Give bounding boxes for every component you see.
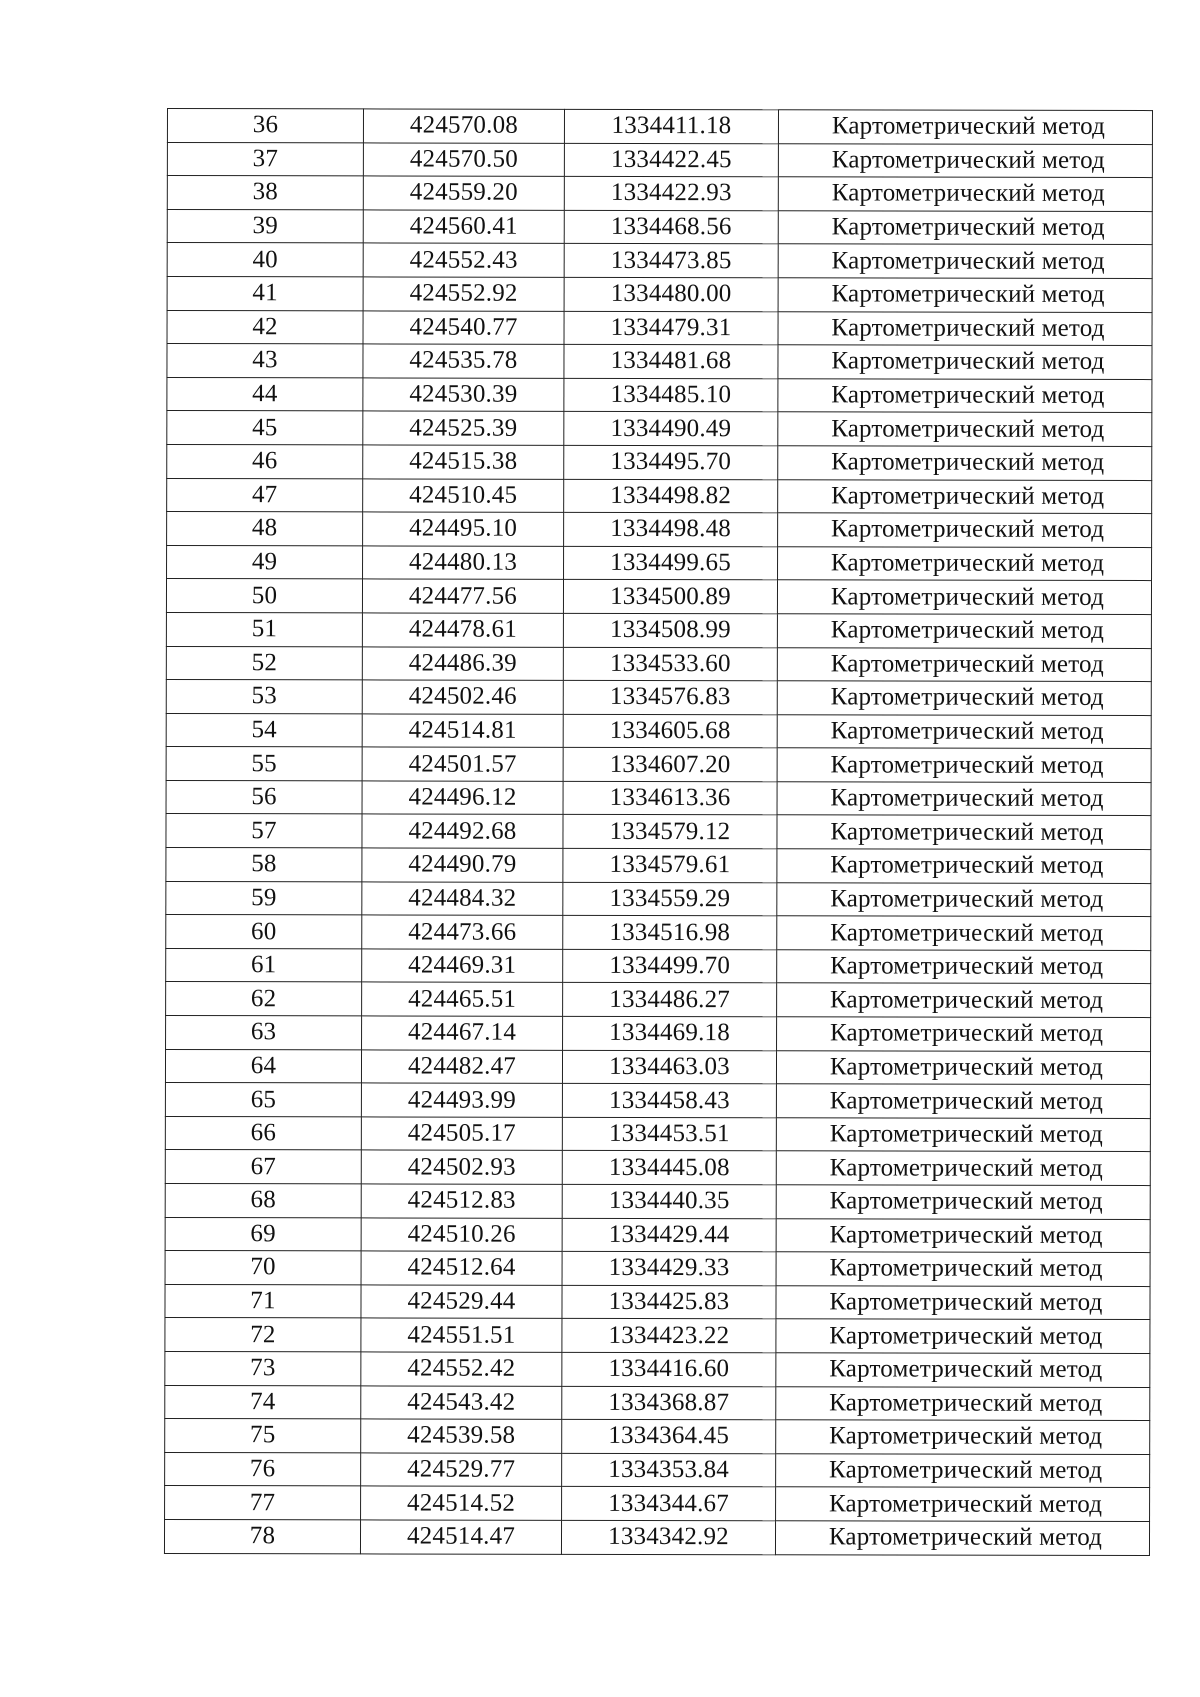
table-row (165, 1486, 1150, 1522)
point-number-cell: 47 (167, 478, 363, 512)
table-row (167, 243, 1152, 279)
x-coordinate-cell: 424490.79 (362, 848, 563, 882)
x-coordinate-cell: 424512.64 (361, 1251, 562, 1285)
y-coordinate-cell: 1334559.29 (563, 882, 777, 916)
x-coordinate-cell: 424535.78 (363, 344, 564, 378)
method-cell: Картометрический метод (776, 1050, 1150, 1084)
x-coordinate-cell: 424495.10 (363, 512, 564, 546)
method-cell: Картометрический метод (777, 950, 1151, 984)
point-number-cell: 71 (165, 1284, 361, 1318)
x-coordinate-cell: 424510.26 (361, 1218, 562, 1252)
point-number-cell: 37 (167, 142, 363, 176)
table-row (164, 1519, 1149, 1555)
method-cell: Картометрический метод (776, 1252, 1150, 1286)
method-cell: Картометрический метод (777, 882, 1151, 916)
method-cell: Картометрический метод (778, 345, 1152, 379)
y-coordinate-cell: 1334495.70 (564, 445, 778, 479)
table-row (166, 713, 1151, 749)
x-coordinate-cell: 424482.47 (361, 1050, 562, 1084)
method-cell: Картометрический метод (778, 513, 1152, 547)
y-coordinate-cell: 1334473.85 (564, 244, 778, 278)
x-coordinate-cell: 424552.92 (363, 277, 564, 311)
method-cell: Картометрический метод (776, 1084, 1150, 1118)
point-number-cell: 42 (167, 310, 363, 344)
y-coordinate-cell: 1334500.89 (563, 580, 777, 614)
y-coordinate-cell: 1334368.87 (562, 1386, 776, 1420)
x-coordinate-cell: 424552.42 (361, 1352, 562, 1386)
x-coordinate-cell: 424480.13 (363, 546, 564, 580)
y-coordinate-cell: 1334458.43 (562, 1084, 776, 1118)
point-number-cell: 57 (166, 814, 362, 848)
method-cell: Картометрический метод (777, 614, 1151, 648)
y-coordinate-cell: 1334364.45 (562, 1419, 776, 1453)
point-number-cell: 49 (167, 545, 363, 579)
point-number-cell: 61 (166, 948, 362, 982)
table-row (167, 478, 1152, 514)
point-number-cell: 41 (167, 276, 363, 310)
method-cell: Картометрический метод (777, 815, 1151, 849)
table-row (167, 377, 1152, 413)
method-cell: Картометрический метод (777, 647, 1151, 681)
method-cell: Картометрический метод (776, 1420, 1150, 1454)
method-cell: Картометрический метод (777, 849, 1151, 883)
y-coordinate-cell: 1334344.67 (562, 1487, 776, 1521)
x-coordinate-cell: 424465.51 (362, 982, 563, 1016)
y-coordinate-cell: 1334469.18 (563, 1016, 777, 1050)
method-cell: Картометрический метод (777, 916, 1151, 950)
x-coordinate-cell: 424543.42 (361, 1385, 562, 1419)
point-number-cell: 54 (166, 713, 362, 747)
y-coordinate-cell: 1334422.45 (564, 143, 778, 177)
table-row (166, 747, 1151, 783)
point-number-cell: 38 (167, 176, 363, 210)
table-row (166, 848, 1151, 884)
point-number-cell: 64 (165, 1049, 361, 1083)
table-row (165, 1385, 1150, 1421)
method-cell: Картометрический метод (777, 714, 1151, 748)
point-number-cell: 51 (166, 612, 362, 646)
method-cell: Картометрический метод (778, 446, 1152, 480)
method-cell: Картометрический метод (776, 1185, 1150, 1219)
y-coordinate-cell: 1334440.35 (562, 1184, 776, 1218)
x-coordinate-cell: 424540.77 (363, 310, 564, 344)
y-coordinate-cell: 1334445.08 (562, 1151, 776, 1185)
y-coordinate-cell: 1334498.82 (564, 479, 778, 513)
x-coordinate-cell: 424502.93 (361, 1150, 562, 1184)
table-row (165, 1251, 1150, 1287)
point-number-cell: 56 (166, 780, 362, 814)
method-cell: Картометрический метод (777, 748, 1151, 782)
x-coordinate-cell: 424496.12 (362, 781, 563, 815)
y-coordinate-cell: 1334479.31 (564, 311, 778, 345)
table-row (167, 276, 1152, 312)
x-coordinate-cell: 424525.39 (363, 411, 564, 445)
x-coordinate-cell: 424486.39 (362, 646, 563, 680)
method-cell: Картометрический метод (776, 1454, 1150, 1488)
point-number-cell: 75 (165, 1419, 361, 1453)
y-coordinate-cell: 1334463.03 (562, 1050, 776, 1084)
table-row (166, 612, 1151, 648)
method-cell: Картометрический метод (777, 983, 1151, 1017)
x-coordinate-cell: 424529.77 (361, 1453, 562, 1487)
y-coordinate-cell: 1334498.48 (564, 512, 778, 546)
point-number-cell: 52 (166, 646, 362, 680)
point-number-cell: 60 (166, 915, 362, 949)
table-row (165, 1116, 1150, 1152)
y-coordinate-cell: 1334490.49 (564, 412, 778, 446)
x-coordinate-cell: 424477.56 (362, 579, 563, 613)
method-cell: Картометрический метод (777, 580, 1151, 614)
x-coordinate-cell: 424467.14 (362, 1016, 563, 1050)
method-cell: Картометрический метод (775, 1521, 1149, 1555)
x-coordinate-cell: 424478.61 (362, 613, 563, 647)
method-cell: Картометрический метод (778, 110, 1152, 144)
point-number-cell: 45 (167, 411, 363, 445)
table-row (165, 1183, 1150, 1219)
x-coordinate-cell: 424484.32 (362, 882, 563, 916)
table-row (165, 1351, 1150, 1387)
point-number-cell: 59 (166, 881, 362, 915)
y-coordinate-cell: 1334422.93 (564, 177, 778, 211)
method-cell: Картометрический метод (778, 278, 1152, 312)
table-row (167, 545, 1152, 581)
table-row (167, 176, 1152, 212)
x-coordinate-cell: 424510.45 (363, 478, 564, 512)
point-number-cell: 69 (165, 1217, 361, 1251)
x-coordinate-cell: 424514.81 (362, 714, 563, 748)
table-row (165, 1318, 1150, 1354)
point-number-cell: 76 (165, 1452, 361, 1486)
point-number-cell: 58 (166, 848, 362, 882)
x-coordinate-cell: 424505.17 (361, 1117, 562, 1151)
method-cell: Картометрический метод (778, 479, 1152, 513)
method-cell: Картометрический метод (776, 1319, 1150, 1353)
table-row (165, 1217, 1150, 1253)
x-coordinate-cell: 424560.41 (363, 210, 564, 244)
y-coordinate-cell: 1334516.98 (563, 916, 777, 950)
point-number-cell: 43 (167, 344, 363, 378)
table-row (167, 310, 1152, 346)
y-coordinate-cell: 1334453.51 (562, 1117, 776, 1151)
table-row (167, 444, 1152, 480)
point-number-cell: 70 (165, 1251, 361, 1285)
method-cell: Картометрический метод (776, 1218, 1150, 1252)
x-coordinate-cell: 424501.57 (362, 747, 563, 781)
table-row (167, 411, 1152, 447)
table-row (165, 1284, 1150, 1320)
table-row (167, 109, 1152, 145)
point-number-cell: 53 (166, 680, 362, 714)
table-row (166, 982, 1151, 1018)
point-number-cell: 40 (167, 243, 363, 277)
table-row (166, 814, 1151, 850)
method-cell: Картометрический метод (778, 211, 1152, 245)
method-cell: Картометрический метод (776, 1286, 1150, 1320)
y-coordinate-cell: 1334613.36 (563, 781, 777, 815)
table-row (166, 780, 1151, 816)
table-row (166, 1016, 1151, 1052)
x-coordinate-cell: 424551.51 (361, 1318, 562, 1352)
point-number-cell: 68 (165, 1183, 361, 1217)
point-number-cell: 48 (167, 512, 363, 546)
method-cell: Картометрический метод (778, 412, 1152, 446)
x-coordinate-cell: 424493.99 (361, 1083, 562, 1117)
table-row (166, 948, 1151, 984)
table-row (165, 1150, 1150, 1186)
table-row (166, 881, 1151, 917)
table-row (165, 1452, 1150, 1488)
x-coordinate-cell: 424514.47 (360, 1520, 561, 1554)
y-coordinate-cell: 1334342.92 (561, 1520, 775, 1554)
x-coordinate-cell: 424492.68 (362, 814, 563, 848)
x-coordinate-cell: 424529.44 (361, 1285, 562, 1319)
x-coordinate-cell: 424539.58 (361, 1419, 562, 1453)
point-number-cell: 72 (165, 1318, 361, 1352)
y-coordinate-cell: 1334429.33 (562, 1252, 776, 1286)
y-coordinate-cell: 1334499.70 (563, 949, 777, 983)
y-coordinate-cell: 1334423.22 (562, 1319, 776, 1353)
point-number-cell: 63 (166, 1016, 362, 1050)
x-coordinate-cell: 424570.08 (363, 109, 564, 143)
coordinates-table (164, 108, 1153, 1556)
point-number-cell: 74 (165, 1385, 361, 1419)
y-coordinate-cell: 1334429.44 (562, 1218, 776, 1252)
point-number-cell: 39 (167, 209, 363, 243)
method-cell: Картометрический метод (778, 244, 1152, 278)
y-coordinate-cell: 1334576.83 (563, 680, 777, 714)
y-coordinate-cell: 1334468.56 (564, 210, 778, 244)
table-row (165, 1083, 1150, 1119)
x-coordinate-cell: 424469.31 (362, 949, 563, 983)
x-coordinate-cell: 424559.20 (363, 176, 564, 210)
method-cell: Картометрический метод (777, 782, 1151, 816)
y-coordinate-cell: 1334425.83 (562, 1285, 776, 1319)
method-cell: Картометрический метод (778, 177, 1152, 211)
y-coordinate-cell: 1334485.10 (564, 378, 778, 412)
table-row (165, 1419, 1150, 1455)
method-cell: Картометрический метод (776, 1353, 1150, 1387)
method-cell: Картометрический метод (777, 1017, 1151, 1051)
table-row (166, 915, 1151, 951)
point-number-cell: 66 (165, 1116, 361, 1150)
y-coordinate-cell: 1334481.68 (564, 344, 778, 378)
x-coordinate-cell: 424552.43 (363, 243, 564, 277)
y-coordinate-cell: 1334508.99 (563, 613, 777, 647)
method-cell: Картометрический метод (778, 379, 1152, 413)
y-coordinate-cell: 1334579.12 (563, 815, 777, 849)
y-coordinate-cell: 1334605.68 (563, 714, 777, 748)
point-number-cell: 73 (165, 1351, 361, 1385)
y-coordinate-cell: 1334499.65 (564, 546, 778, 580)
point-number-cell: 78 (164, 1519, 360, 1553)
point-number-cell: 77 (165, 1486, 361, 1520)
table-row (167, 344, 1152, 380)
point-number-cell: 62 (166, 982, 362, 1016)
table-row (166, 680, 1151, 716)
method-cell: Картометрический метод (778, 546, 1152, 580)
method-cell: Картометрический метод (776, 1487, 1150, 1521)
y-coordinate-cell: 1334416.60 (562, 1352, 776, 1386)
y-coordinate-cell: 1334411.18 (564, 109, 778, 143)
table-row (165, 1049, 1150, 1085)
point-number-cell: 50 (166, 579, 362, 613)
point-number-cell: 65 (165, 1083, 361, 1117)
x-coordinate-cell: 424502.46 (362, 680, 563, 714)
table-row (166, 579, 1151, 615)
x-coordinate-cell: 424515.38 (363, 445, 564, 479)
point-number-cell: 55 (166, 747, 362, 781)
method-cell: Картометрический метод (778, 143, 1152, 177)
x-coordinate-cell: 424514.52 (361, 1486, 562, 1520)
x-coordinate-cell: 424530.39 (363, 378, 564, 412)
x-coordinate-cell: 424473.66 (362, 915, 563, 949)
x-coordinate-cell: 424570.50 (363, 143, 564, 177)
y-coordinate-cell: 1334353.84 (562, 1453, 776, 1487)
point-number-cell: 46 (167, 444, 363, 478)
table-row (166, 646, 1151, 682)
point-number-cell: 36 (167, 109, 363, 143)
y-coordinate-cell: 1334486.27 (563, 983, 777, 1017)
method-cell: Картометрический метод (776, 1151, 1150, 1185)
point-number-cell: 44 (167, 377, 363, 411)
table-row (167, 142, 1152, 178)
coordinates-table-body (164, 109, 1152, 1556)
y-coordinate-cell: 1334579.61 (563, 848, 777, 882)
y-coordinate-cell: 1334533.60 (563, 647, 777, 681)
y-coordinate-cell: 1334607.20 (563, 748, 777, 782)
table-row (167, 512, 1152, 548)
method-cell: Картометрический метод (778, 311, 1152, 345)
table-row (167, 209, 1152, 245)
x-coordinate-cell: 424512.83 (361, 1184, 562, 1218)
method-cell: Картометрический метод (776, 1118, 1150, 1152)
point-number-cell: 67 (165, 1150, 361, 1184)
method-cell: Картометрический метод (776, 1386, 1150, 1420)
method-cell: Картометрический метод (777, 681, 1151, 715)
y-coordinate-cell: 1334480.00 (564, 277, 778, 311)
